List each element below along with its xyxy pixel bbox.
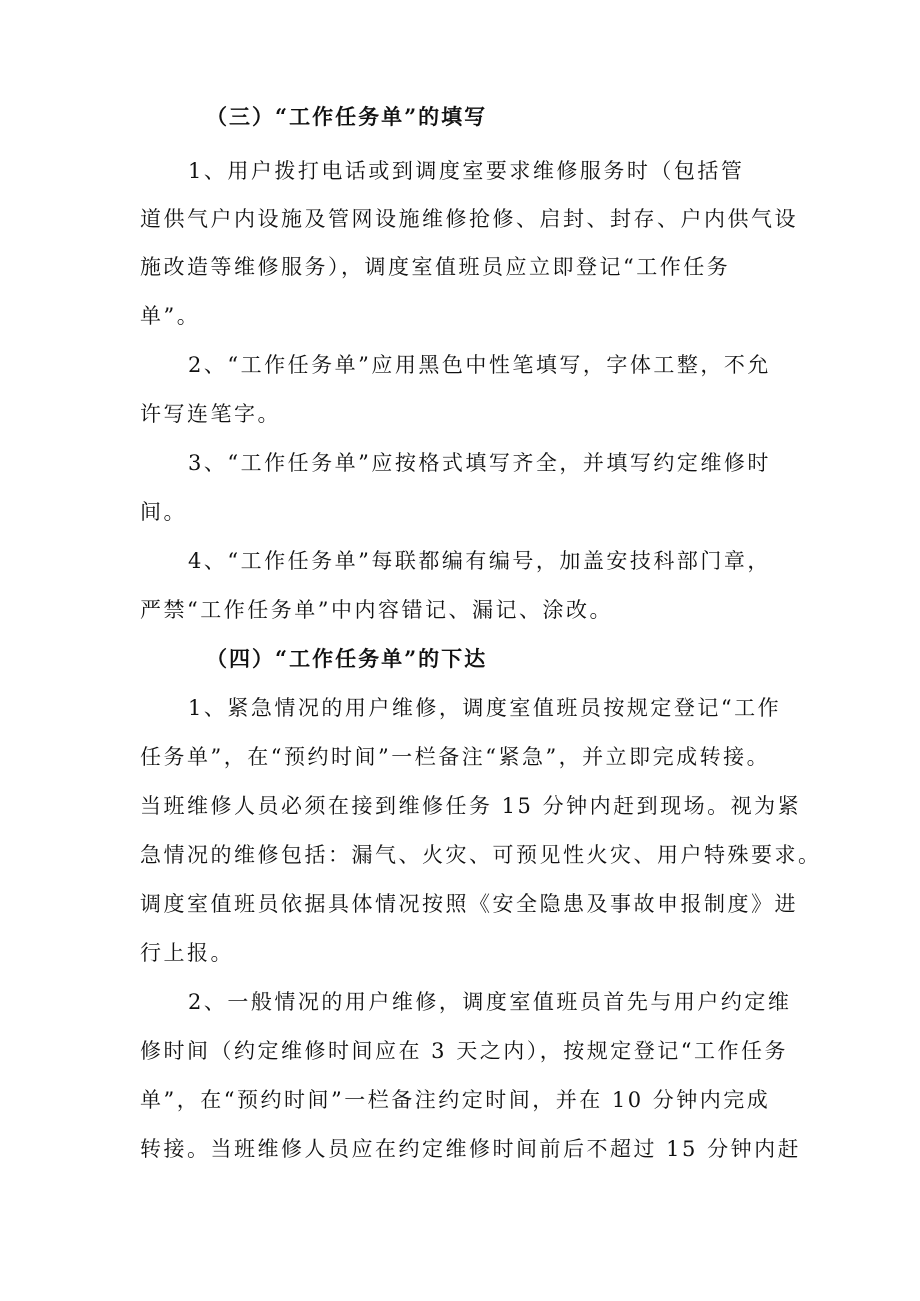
paragraph-line: 许写连笔字。: [140, 402, 281, 426]
paragraph-line: 急情况的维修包括：漏气、火灾、可预见性火灾、用户特殊要求。: [140, 843, 822, 867]
paragraph-line: 行上报。: [140, 941, 234, 965]
paragraph-line: 当班维修人员必须在接到维修任务 15 分钟内赶到现场。视为紧: [140, 794, 802, 818]
paragraph-line: 道供气户内设施及管网设施维修抢修、启封、封存、户内供气设: [140, 207, 798, 231]
paragraph-line: 单”。: [140, 304, 201, 328]
paragraph-line: 单”，在“预约时间”一栏备注约定时间，并在 10 分钟内完成: [140, 1088, 771, 1112]
paragraph-line: 间。: [140, 500, 187, 524]
paragraph-line: 严禁“工作任务单”中内容错记、漏记、涂改。: [140, 598, 613, 622]
paragraph-line: 任务单”，在“预约时间”一栏备注“紧急”，并立即完成转接。: [140, 745, 771, 769]
paragraph-line: 3、“工作任务单”应按格式填写齐全，并填写约定维修时: [188, 451, 771, 475]
paragraph-line: 1、紧急情况的用户维修，调度室值班员按规定登记“工作: [188, 696, 782, 720]
paragraph-line: 施改造等维修服务），调度室值班员应立即登记“工作任务: [140, 255, 731, 279]
paragraph-line: 修时间（约定维修时间应在 3 天之内），按规定登记“工作任务: [140, 1039, 788, 1063]
section-heading-3: （三）“工作任务单”的填写: [206, 104, 488, 129]
section-heading-4: （四）“工作任务单”的下达: [206, 646, 488, 671]
paragraph-line: 调度室值班员依据具体情况按照《安全隐患及事故申报制度》进: [140, 892, 798, 916]
paragraph-line: 1、用户拨打电话或到调度室要求维修服务时（包括管: [188, 159, 745, 183]
paragraph-line: 4、“工作任务单”每联都编有编号，加盖安技科部门章，: [188, 549, 771, 573]
paragraph-line: 转接。当班维修人员应在约定维修时间前后不超过 15 分钟内赶: [140, 1137, 802, 1161]
paragraph-line: 2、“工作任务单”应用黑色中性笔填写，字体工整，不允: [188, 353, 771, 377]
paragraph-line: 2、一般情况的用户维修，调度室值班员首先与用户约定维: [188, 990, 792, 1014]
